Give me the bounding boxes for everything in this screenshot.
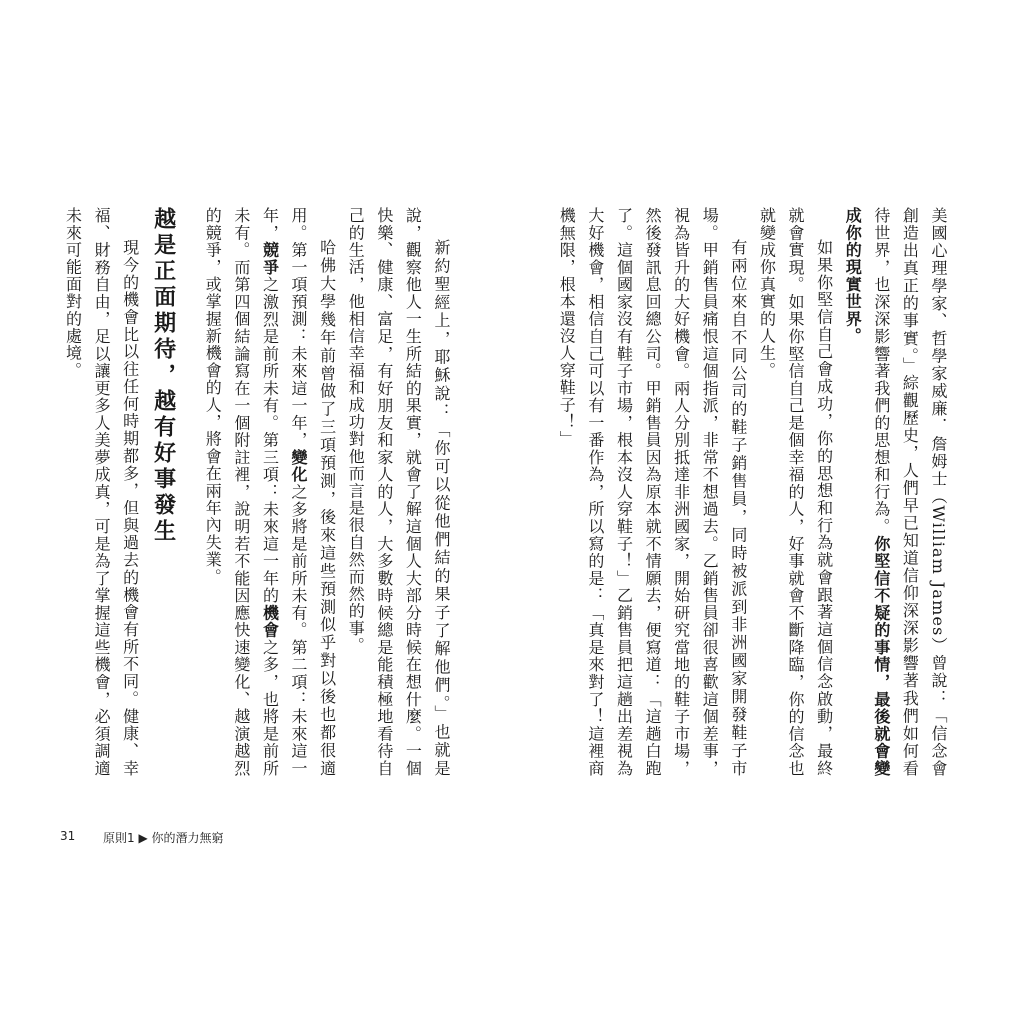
bold-term-opportunity: 機會 — [260, 604, 280, 639]
paragraph: 新約聖經上，耶穌說：「你可以從他們結的果子了解他們。」也就是說，觀察他人一生所結的果實，就會了解這個人大部分時候在想什麼。一個快樂、健康、富足，有好朋友和家人的人，大多數時候總是能積極地看待自己的生活，他相信幸福和成功對他而言是很自然而然的事。 — [346, 207, 451, 777]
paragraph: 現今的機會比以往任何時期都多，但與過去的機會有所不同。健康、幸福、財務自由，足以讓更多人美夢成真，可是為了掌握這些機會，必須調適未來可能面對的處境。 — [63, 207, 140, 777]
paragraph: 有兩位來自不同公司的鞋子銷售員，同時被派到非洲國家開發鞋子市場。甲銷售員痛恨這個指派，非常不想過去。乙銷售員卻很喜歡這個差事，視為皆升的大好機會。兩人分別抵達非洲國家，開始研究當地的鞋子市場，然後發訊息回總公司。甲銷售員因為原本就不情願去，便寫道：「這趟白跑了。這個國家沒有鞋子市場，根本沒人穿鞋子！」乙銷售員把這趟出差視為大好機會，相信自己可以有一番作為，所以寫的是：「真是來對了！這裡商機無限，根本還沒人穿鞋子！」 — [557, 207, 748, 777]
section-heading: 越是正面期待，越有好事發生 — [150, 207, 177, 545]
text-run: 美國心理學家、哲學家威廉．詹姆士（William James）曾說：「信念會創造出真正的事實。」綜觀歷史，人們早已知道信仰深深影響著我們如何看待世界，也深深影響著我們的思想和行為。 — [871, 207, 948, 777]
text-run: 之激烈是前所未有。第三項：未來這一年的 — [260, 276, 280, 605]
paragraph: 如果你堅信自己會成功，你的思想和行為就會跟著這個信念啟動，最終就會實現。如果你堅信自己是個幸福的人，好事就會不斷降臨，你的信念也就變成你真實的人生。 — [757, 207, 834, 777]
bold-term-change: 變化 — [289, 448, 309, 484]
text-run: 之多，也將是前所未有。而第四個結論寫在一個附註裡，說明若不能因應快速變化、越演越烈的競爭，或掌握新機會的人，將會在兩年內失業。 — [203, 207, 280, 777]
text-run: 哈佛大學幾年前曾做了三項預測，後來這些預測似乎對以後也都很適用。第一項預測：未來這一年， — [289, 207, 337, 777]
paragraph — [838, 207, 952, 777]
paragraph — [55, 207, 58, 777]
bold-sentence: 你堅信不疑的事情，最後就會變成你的現實世界。 — [843, 207, 891, 777]
right-page — [512, 0, 1024, 1024]
paragraph — [198, 207, 341, 777]
bold-term-competition: 競爭 — [260, 241, 280, 277]
page-number-left: 31 — [60, 829, 76, 843]
right-page-body — [552, 207, 952, 777]
running-head-left: 原則1 ▶ 你的潛力無窮 — [103, 831, 224, 845]
text-run: 之多將是前所未有。第二項：未來這一年， — [260, 207, 309, 777]
left-page-body — [55, 207, 455, 777]
